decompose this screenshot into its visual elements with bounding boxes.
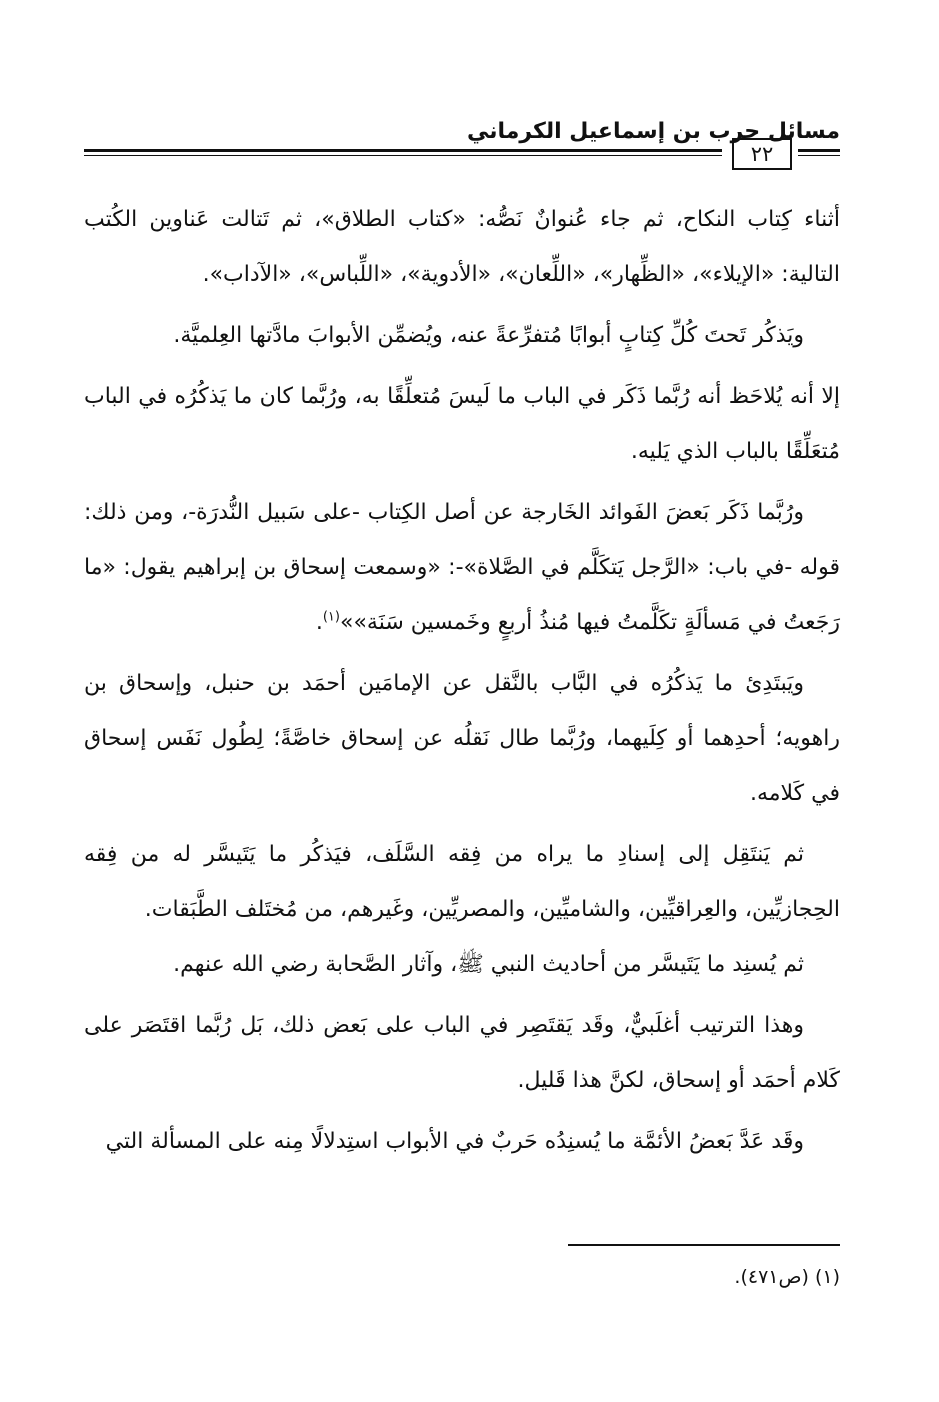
paragraph-6: ثم يَنتَقِل إلى إسنادِ ما يراه من فِقه السَّلَف، فيَذكُر ما يَتَيسَّر له من فِقه الحِجازيِّين، والعِراقيِّين، والشاميِّين، والمصريِّين، وغَيرهم، من مُختَلف الطَّبَقات. <box>84 842 840 922</box>
paragraph-3: إلا أنه يُلاحَظ أنه رُبَّما ذَكَر في الباب ما لَيسَ مُتعلِّقًا به، ورُبَّما كان ما يَذكُرُه في الباب مُتعَلِّقًا بالباب الذي يَليه. <box>84 384 840 464</box>
paragraph-2: ويَذكُر تَحتَ كُلِّ كِتابٍ أبوابًا مُتفرِّعةً عنه، ويُضمِّن الأبوابَ مادَّتها العِلميَّة. <box>173 323 804 348</box>
footnote <box>84 1262 840 1292</box>
paragraph-4-end: . <box>315 610 323 635</box>
footnote-number: (١) <box>814 1266 840 1288</box>
page-number: ٢٢ <box>732 138 792 170</box>
header-rule-long-top <box>84 149 722 152</box>
paragraph-4 <box>84 485 840 650</box>
paragraph-8: وهذا الترتيب أغلَبيٌّ، وقَد يَقتَصِر في الباب على بَعض ذلك، بَل رُبَّما اقتَصَر على كَلام أحمَد أو إسحاق، لكنَّ هذا قَليل. <box>84 1013 840 1093</box>
footnote-text: (ص٤٧١). <box>734 1266 809 1288</box>
running-title: مسائل حرب بن إسماعيل الكرماني <box>466 119 840 144</box>
paragraph-1: أثناء كِتاب النكاح، ثم جاء عُنوانٌ نَصُّه: «كتاب الطلاق»، ثم تَتالت عَناوين الكُتب التالية: «الإيلاء»، «الظِّهار»، «اللِّعان»، «الأدوية»، «اللِّباس»، «الآداب». <box>84 207 840 287</box>
header-rule-short-top <box>798 149 840 152</box>
header-rule-short-bottom <box>798 155 840 156</box>
paragraph-7: ثم يُسنِد ما يَتَيسَّر من أحاديث النبي ﷺ، وآثار الصَّحابة رضي الله عنهم. <box>173 952 804 977</box>
footnote-separator <box>568 1244 840 1246</box>
header-rule-long-bottom <box>84 155 722 156</box>
footnote-reference[interactable]: (١) <box>322 609 340 625</box>
page-number-box <box>722 138 802 172</box>
paragraph-9: وقَد عَدَّ بَعضُ الأئمَّة ما يُسنِدُه حَربٌ في الأبواب استِدلالًا مِنه على المسألة التي <box>105 1129 804 1154</box>
main-text <box>84 192 840 1169</box>
paragraph-5: ويَبتَدِئ ما يَذكُرُه في البَّاب بالنَّقل عن الإمامَين أحمَد بن حنبل، وإسحاق بن راهويه؛ أحدِهما أو كِلَيهما، ورُبَّما طال نَقلُه عن إسحاق خاصَّةً؛ لِطُول نَفَس إسحاق في كَلامه. <box>84 671 840 806</box>
paragraph-4-text: ورُبَّما ذَكَر بَعضَ الفَوائد الخَارجة عن أصل الكِتاب -على سَبيل النُّدرَة-، ومن ذلك: قوله -في باب: «الرَّجل يَتكَلَّم في الصَّلاة»-: «وسمعت إسحاق بن إبراهيم يقول: «ما رَجَعتُ في مَسألَةٍ تكَلَّمتُ فيها مُنذُ أربعٍ وخَمسين سَنَة»» <box>84 500 840 635</box>
